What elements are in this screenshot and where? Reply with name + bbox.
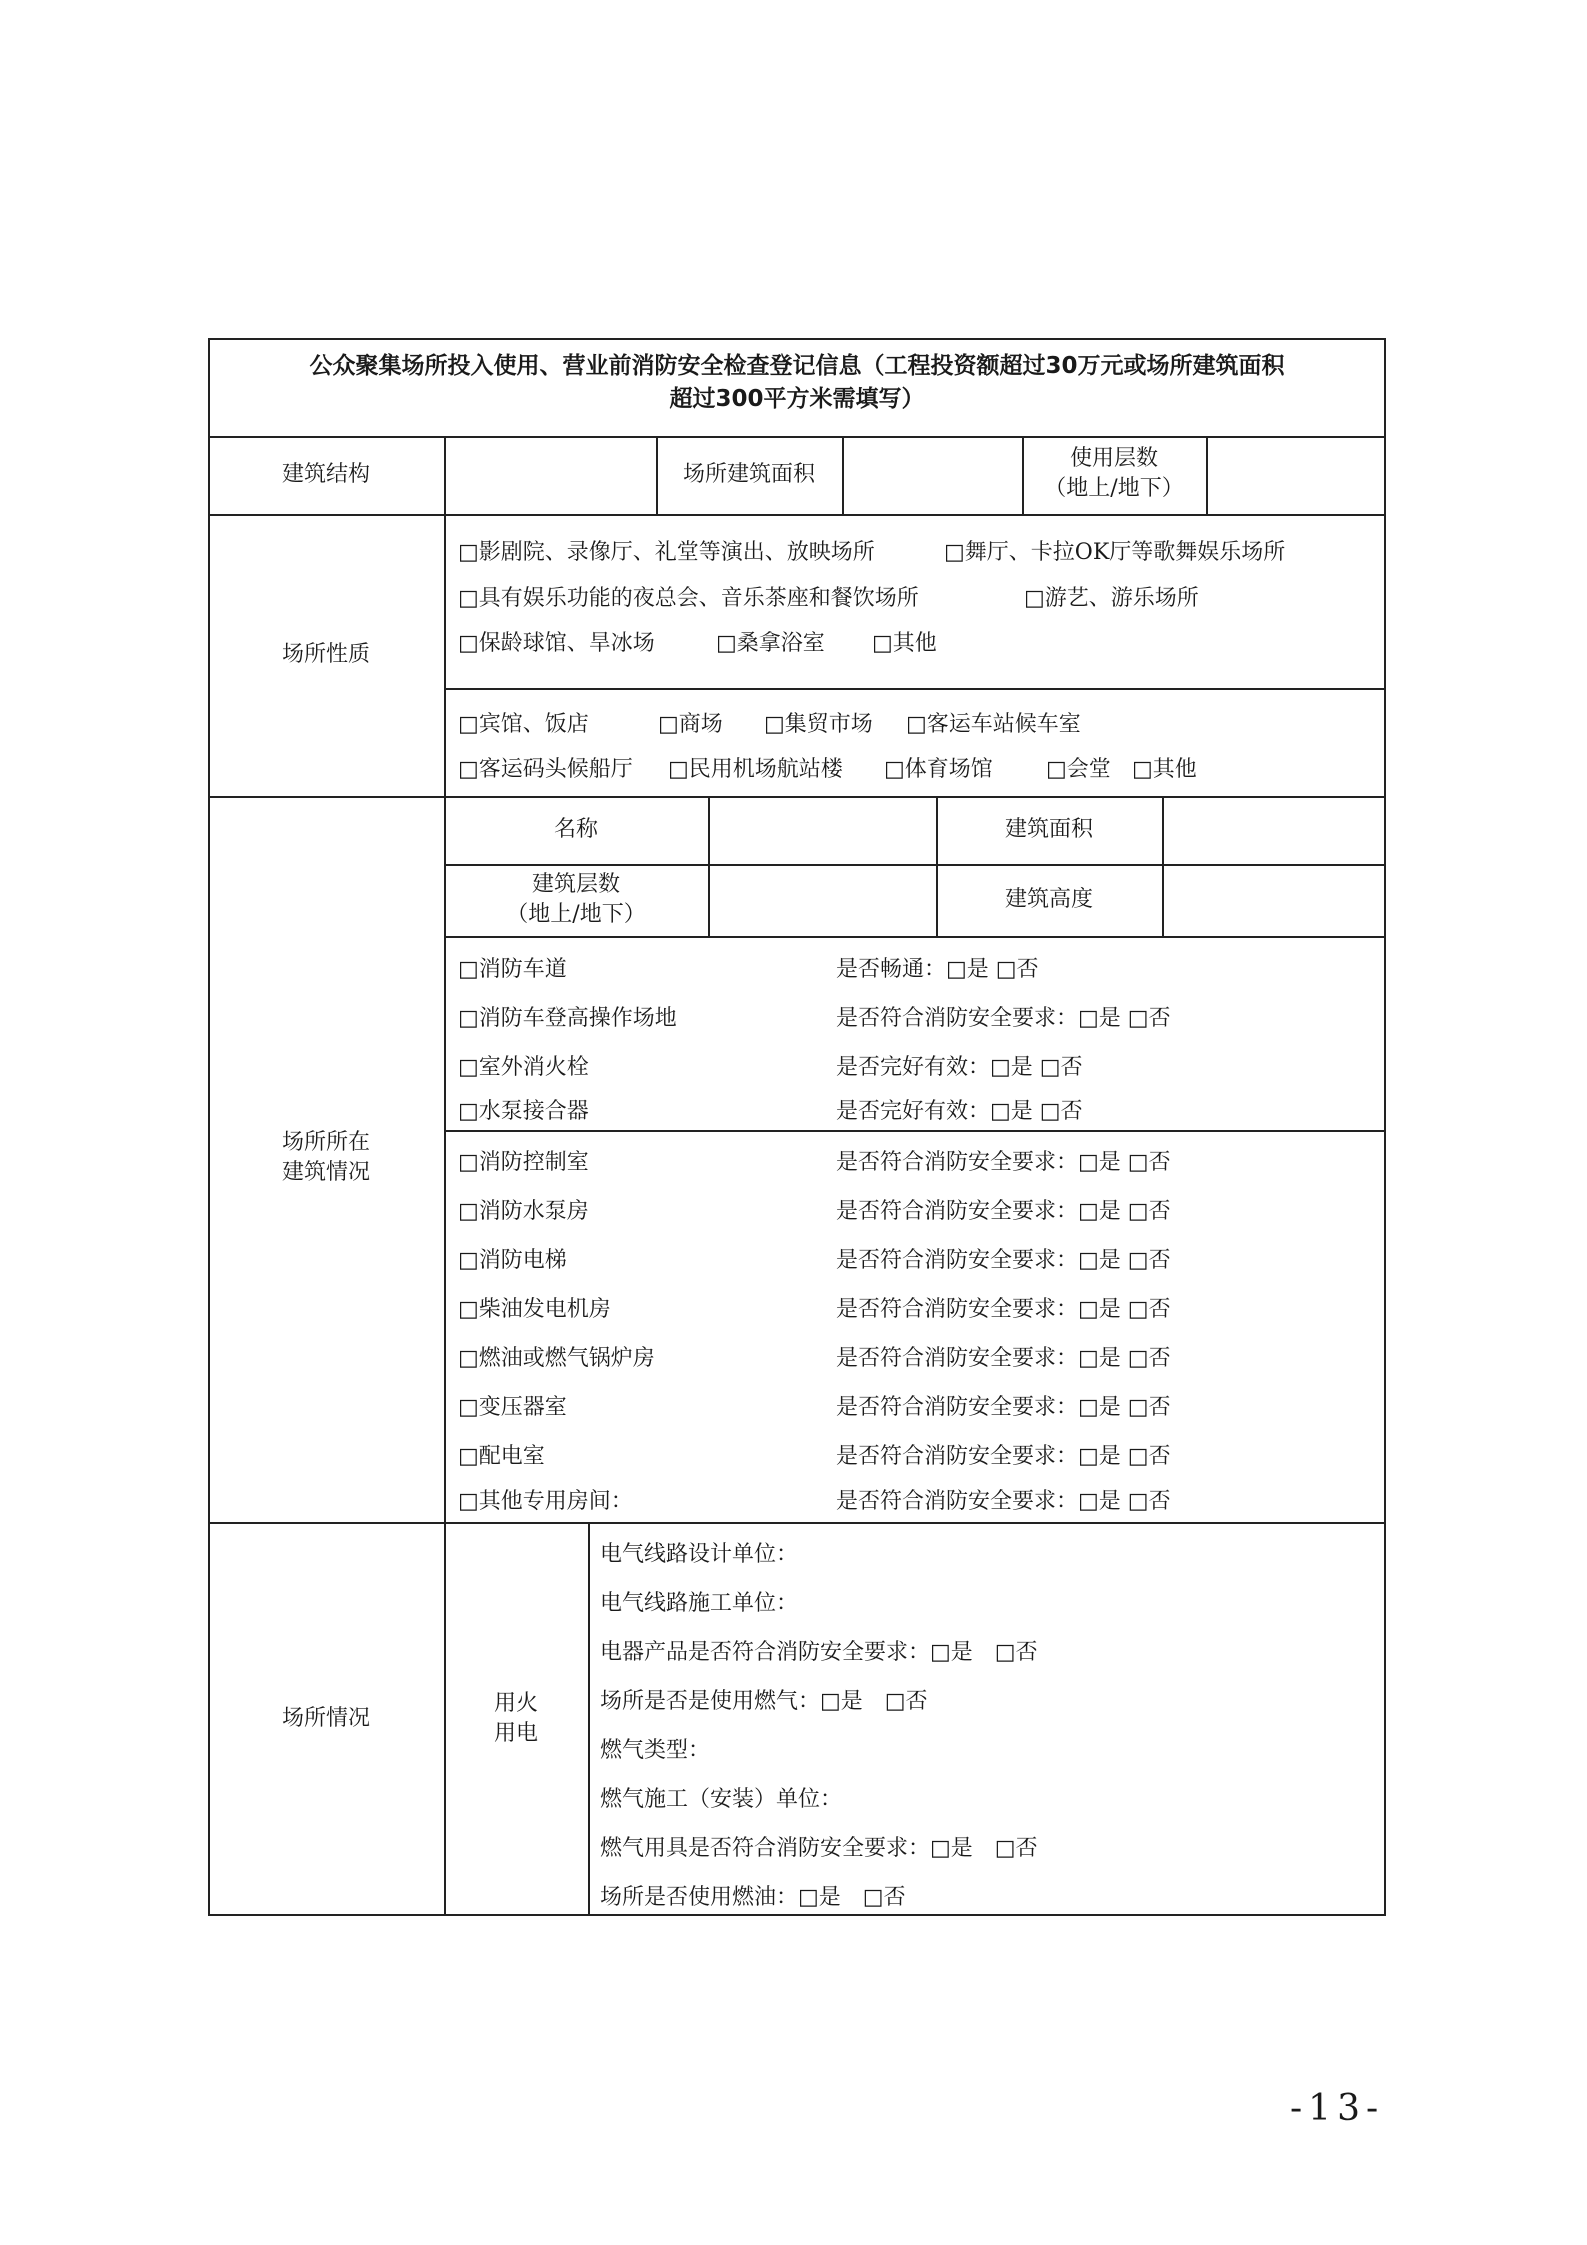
venue-situation-line[interactable]: 场所是否使用燃油：□是 □否 — [600, 1885, 906, 1910]
facility-check[interactable]: 是否符合消防安全要求：□是 □否 — [836, 1199, 1171, 1224]
table-rule — [1162, 796, 1164, 938]
venue-nature-option[interactable]: □具有娱乐功能的夜总会、音乐茶座和餐饮场所 — [458, 586, 919, 611]
facility-item[interactable]: □消防水泵房 — [458, 1199, 589, 1224]
facility-item[interactable]: □消防车登高操作场地 — [458, 1006, 677, 1031]
floors-used-label-line: 使用层数 — [1069, 446, 1158, 471]
facility-item[interactable]: □其他专用房间： — [458, 1489, 633, 1514]
venue-nature-option[interactable]: □游艺、游乐场所 — [1024, 586, 1199, 611]
building-floors-label — [444, 870, 708, 930]
venue-nature-option[interactable]: □体育场馆 — [884, 757, 993, 782]
venue-situation-line[interactable]: 燃气类型： — [600, 1738, 711, 1763]
table-rule — [444, 688, 1386, 690]
venue-nature-option[interactable]: □其他 — [872, 631, 937, 656]
facility-check[interactable]: 是否符合消防安全要求：□是 □否 — [836, 1297, 1171, 1322]
facility-item[interactable]: □水泵接合器 — [458, 1099, 589, 1124]
table-border-bottom — [208, 1914, 1386, 1916]
facility-check[interactable]: 是否符合消防安全要求：□是 □否 — [836, 1395, 1171, 1420]
table-rule — [444, 1130, 1386, 1132]
table-rule — [208, 1522, 1386, 1524]
venue-area-label: 场所建筑面积 — [682, 462, 815, 487]
building-name-label: 名称 — [553, 817, 598, 842]
registration-form-table — [208, 338, 1386, 1916]
venue-nature-option[interactable]: □客运车站候车室 — [906, 712, 1081, 737]
facility-check[interactable]: 是否符合消防安全要求：□是 □否 — [836, 1248, 1171, 1273]
building-structure-label: 建筑结构 — [281, 462, 370, 487]
table-rule — [588, 1522, 590, 1916]
form-title-line: 超过300平方米需填写） — [669, 386, 925, 412]
facility-item[interactable]: □消防控制室 — [458, 1150, 589, 1175]
venue-situation-line[interactable]: 燃气用具是否符合消防安全要求：□是 □否 — [600, 1836, 1038, 1861]
facility-check[interactable]: 是否符合消防安全要求：□是 □否 — [836, 1346, 1171, 1371]
facility-check[interactable]: 是否符合消防安全要求：□是 □否 — [836, 1444, 1171, 1469]
fire-electricity-label-line: 用火 — [493, 1691, 538, 1716]
venue-nature-option[interactable]: □商场 — [658, 712, 723, 737]
fire-electricity-label-line: 用电 — [493, 1721, 538, 1746]
venue-nature-option[interactable]: □集贸市场 — [764, 712, 873, 737]
table-rule — [208, 436, 1386, 438]
table-rule — [842, 436, 844, 516]
building-height-label: 建筑高度 — [1004, 887, 1093, 912]
facility-check[interactable]: 是否符合消防安全要求：□是 □否 — [836, 1006, 1171, 1031]
facility-item[interactable]: □燃油或燃气锅炉房 — [458, 1346, 655, 1371]
form-title-line: 公众聚集场所投入使用、营业前消防安全检查登记信息（工程投资额超过30万元或场所建筑面积 — [309, 353, 1285, 379]
venue-situation-line[interactable]: 燃气施工（安装）单位： — [600, 1787, 843, 1812]
table-rule — [444, 864, 1386, 866]
facility-check[interactable]: 是否完好有效：□是 □否 — [836, 1055, 1083, 1080]
venue-nature-label: 场所性质 — [281, 642, 370, 667]
facility-item[interactable]: □柴油发电机房 — [458, 1297, 611, 1322]
table-border-top — [208, 338, 1386, 340]
venue-nature-option[interactable]: □舞厅、卡拉OK厅等歌舞娱乐场所 — [944, 540, 1286, 565]
venue-situation-line[interactable]: 电气线路施工单位： — [600, 1591, 799, 1616]
facility-item[interactable]: □消防车道 — [458, 957, 567, 982]
venue-situation-line[interactable]: 场所是否是使用燃气：□是 □否 — [600, 1689, 928, 1714]
building-floors-label-line: 建筑层数 — [531, 872, 620, 897]
form-title — [208, 350, 1386, 416]
floors-used-label-line: （地上/地下） — [1044, 476, 1184, 501]
venue-nature-option[interactable]: □会堂 — [1046, 757, 1111, 782]
building-floors-label-line: （地上/地下） — [506, 902, 646, 927]
venue-nature-option[interactable]: □其他 — [1132, 757, 1197, 782]
floors-used-label — [1022, 444, 1206, 504]
facility-check[interactable]: 是否完好有效：□是 □否 — [836, 1099, 1083, 1124]
table-rule — [708, 796, 710, 938]
venue-nature-option[interactable]: □桑拿浴室 — [716, 631, 825, 656]
table-rule — [444, 436, 446, 516]
venue-situation-line[interactable]: 电器产品是否符合消防安全要求：□是 □否 — [600, 1640, 1038, 1665]
page-number: -13- — [1290, 2088, 1385, 2129]
venue-nature-option[interactable]: □影剧院、录像厅、礼堂等演出、放映场所 — [458, 540, 875, 565]
table-rule — [444, 936, 1386, 938]
table-rule — [208, 796, 1386, 798]
facility-check[interactable]: 是否符合消防安全要求：□是 □否 — [836, 1150, 1171, 1175]
table-rule — [1206, 436, 1208, 516]
building-area-label: 建筑面积 — [1004, 817, 1093, 842]
table-border-left — [208, 338, 210, 1916]
venue-nature-option[interactable]: □保龄球馆、旱冰场 — [458, 631, 655, 656]
building-situation-label-line: 场所所在 — [281, 1130, 370, 1155]
facility-item[interactable]: □消防电梯 — [458, 1248, 567, 1273]
venue-situation-label: 场所情况 — [281, 1706, 370, 1731]
venue-nature-option[interactable]: □民用机场航站楼 — [668, 757, 843, 782]
facility-check[interactable]: 是否畅通：□是 □否 — [836, 957, 1039, 982]
facility-check[interactable]: 是否符合消防安全要求：□是 □否 — [836, 1489, 1171, 1514]
venue-nature-option[interactable]: □客运码头候船厅 — [458, 757, 633, 782]
facility-item[interactable]: □变压器室 — [458, 1395, 567, 1420]
building-situation-label — [208, 1128, 444, 1188]
fire-electricity-label — [444, 1689, 588, 1749]
table-border-right — [1384, 338, 1386, 1916]
facility-item[interactable]: □室外消火栓 — [458, 1055, 589, 1080]
venue-situation-line[interactable]: 电气线路设计单位： — [600, 1542, 799, 1567]
venue-nature-option[interactable]: □宾馆、饭店 — [458, 712, 589, 737]
facility-item[interactable]: □配电室 — [458, 1444, 545, 1469]
building-situation-label-line: 建筑情况 — [281, 1160, 370, 1185]
table-rule — [208, 514, 1386, 516]
